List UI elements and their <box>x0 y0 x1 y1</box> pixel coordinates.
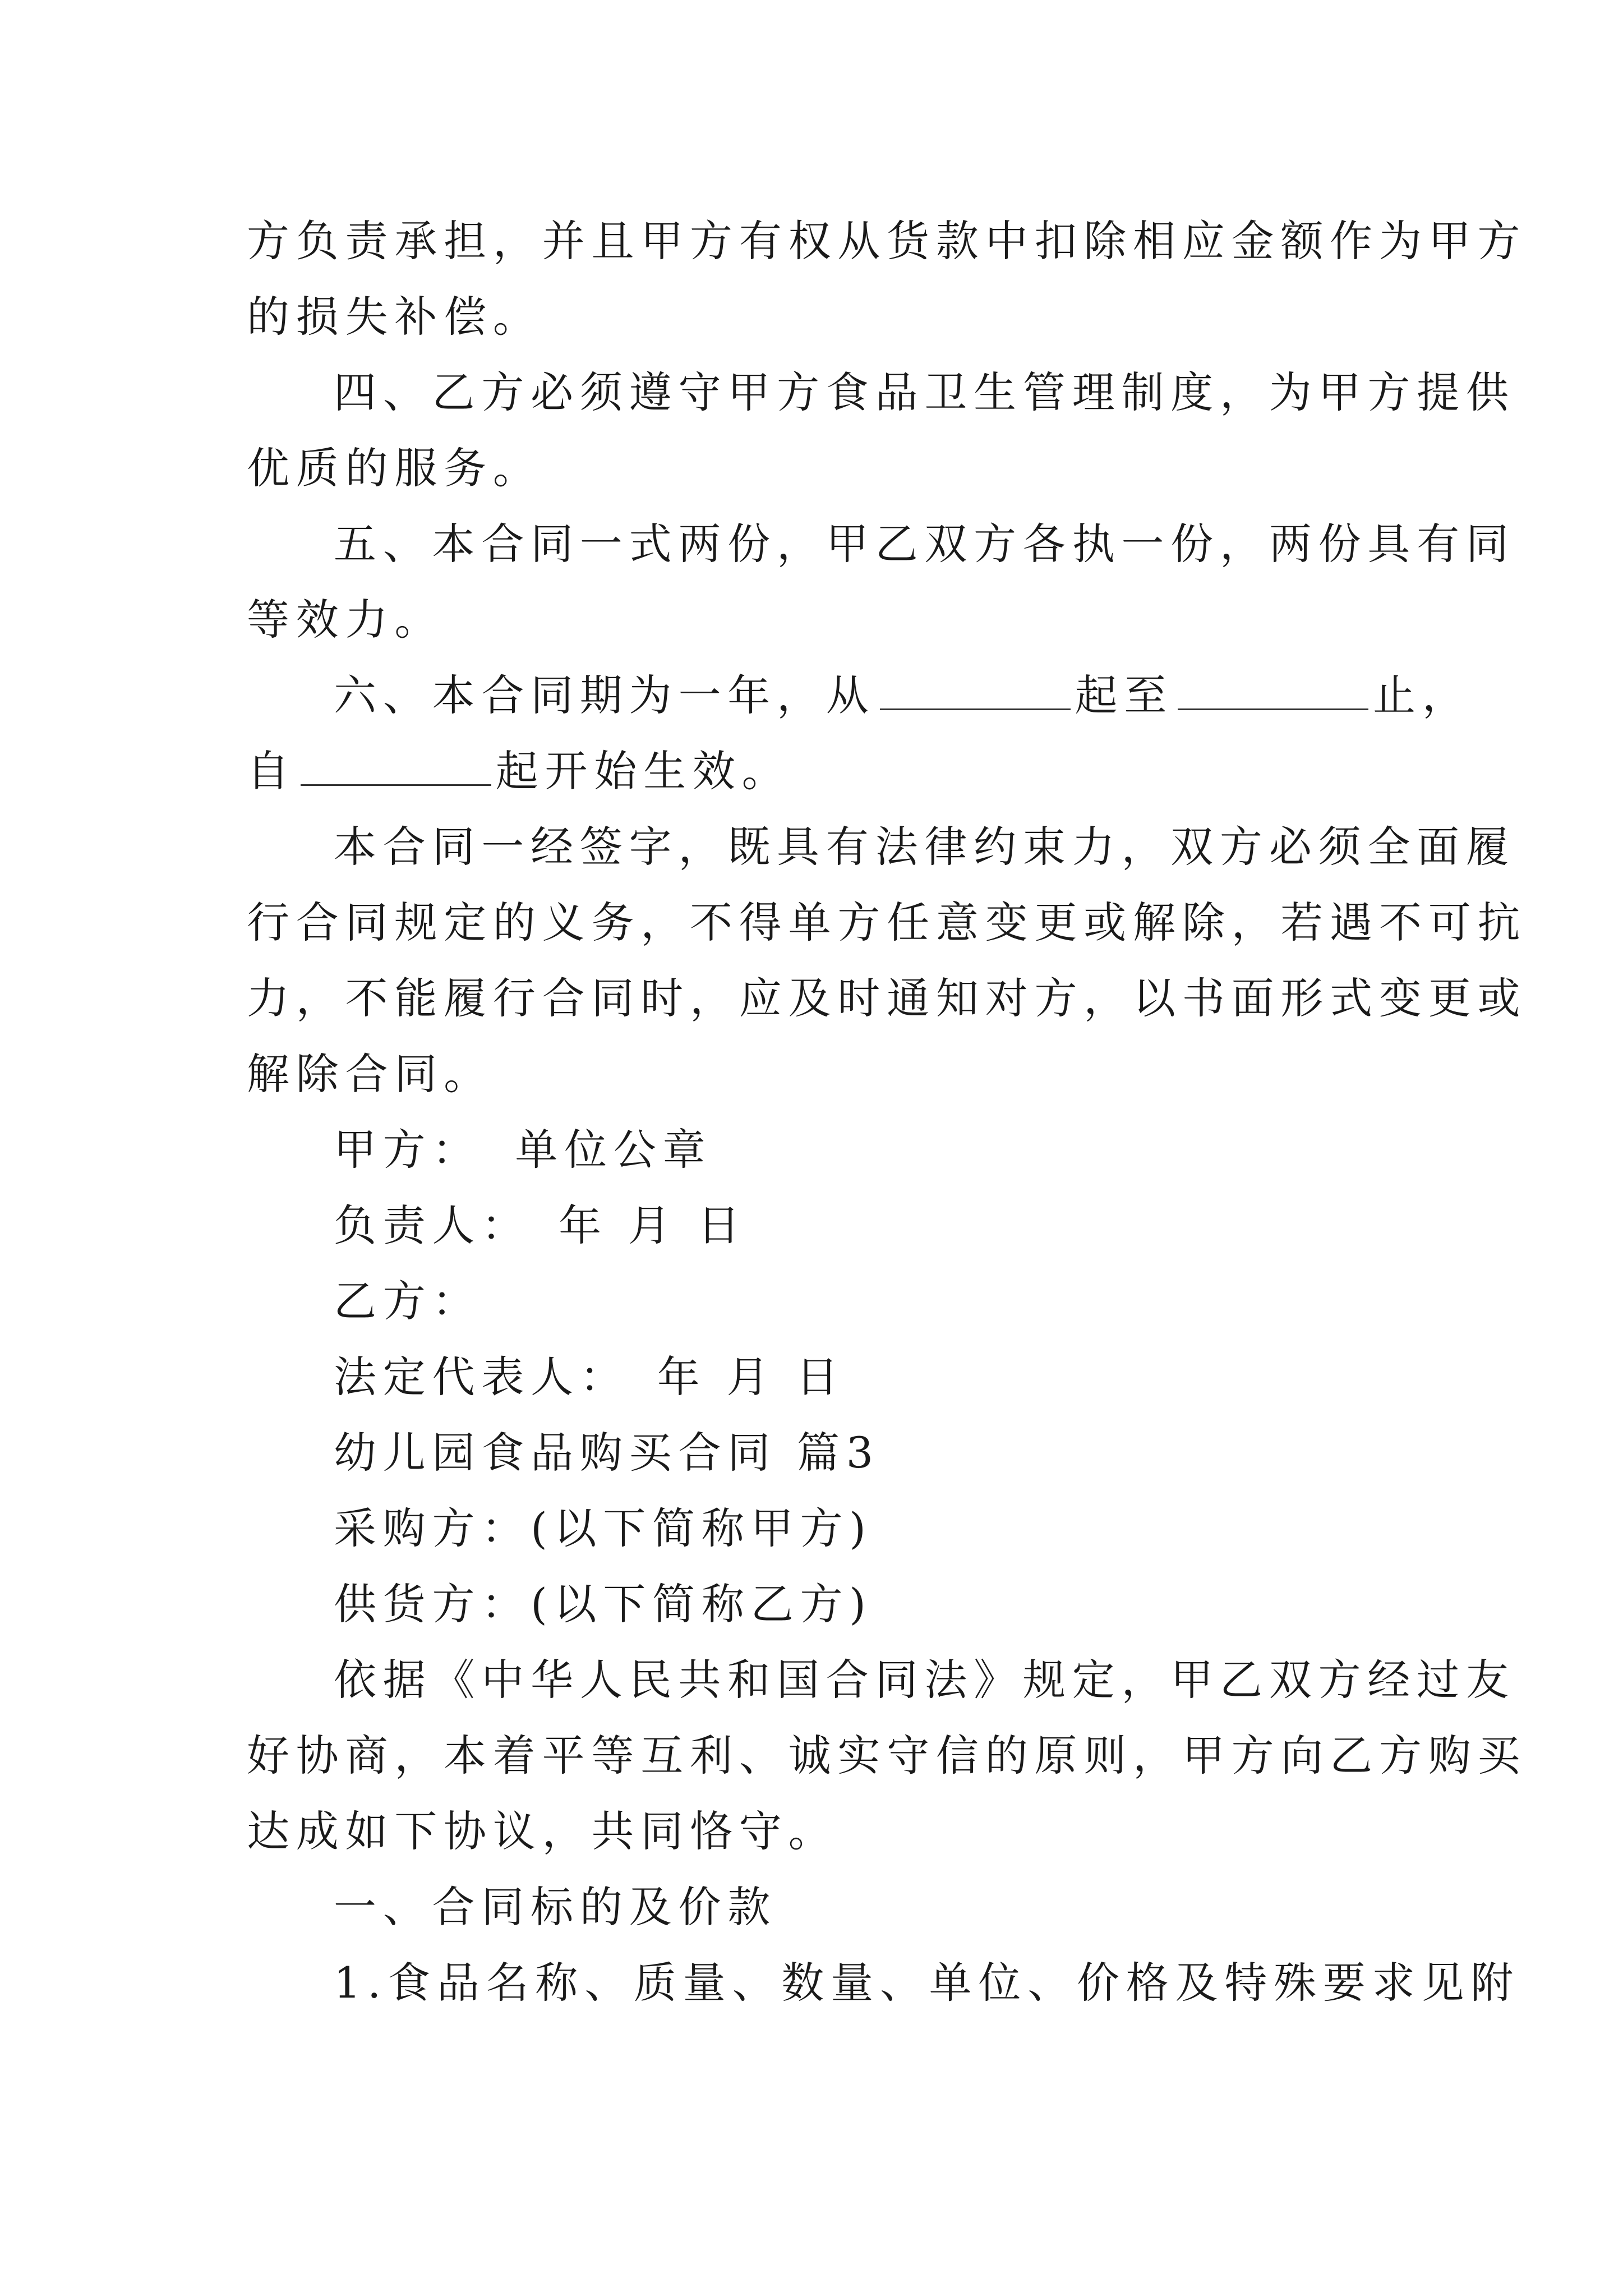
legal-rep-label: 法定代表人： <box>334 1352 629 1402</box>
item-1-line: 1.食品名称、质量、数量、单位、价格及特殊要求见附 <box>334 1958 1520 2008</box>
start-date-blank <box>880 669 1071 710</box>
term-text-3: 止， <box>1373 670 1472 720</box>
term-text-2: 起至 <box>1075 670 1174 720</box>
end-date-blank <box>1178 669 1368 710</box>
term-text-1: 六、本合同期为一年，从 <box>334 670 875 720</box>
clause-6-line <box>247 743 791 799</box>
responsible-label: 负责人： <box>334 1200 531 1250</box>
intro-line: 依据《中华人民共和国合同法》规定，甲乙双方经过友 <box>334 1655 1515 1705</box>
clause-4-line: 四、乙方必须遵守甲方食品卫生管理制度，为甲方提供 <box>334 367 1515 417</box>
party-a-label: 甲方： <box>334 1125 482 1175</box>
paragraph-line: 的损失补偿。 <box>247 292 542 342</box>
legal-rep-signature <box>334 1349 845 1405</box>
responsible-person-signature <box>334 1198 746 1254</box>
clause-4-line: 优质的服务。 <box>247 443 542 493</box>
binding-paragraph-line: 本合同一经签字，既具有法律约束力，双方必须全面履 <box>334 822 1515 872</box>
signature-date: 年 月 日 <box>657 1352 845 1402</box>
section-title: 幼儿园食品购买合同 篇3 <box>334 1428 880 1478</box>
party-a-seal: 单位公章 <box>515 1125 712 1175</box>
signature-date: 年 月 日 <box>559 1200 747 1250</box>
supplier-line: 供货方：(以下简称乙方) <box>334 1579 873 1629</box>
binding-paragraph-line: 力，不能履行合同时，应及时通知对方，以书面形式变更或 <box>247 973 1527 1023</box>
clause-5-line: 等效力。 <box>247 595 444 645</box>
contract-subject-heading: 一、合同标的及价款 <box>334 1882 777 1932</box>
effective-date-blank <box>301 745 491 786</box>
intro-line: 好协商，本着平等互利、诚实守信的原则，甲方向乙方购买 <box>247 1731 1527 1780</box>
binding-paragraph-line: 解除合同。 <box>247 1049 493 1099</box>
clause-6-line <box>334 668 1472 724</box>
party-b-signature: 乙方： <box>334 1276 482 1326</box>
party-a-signature <box>334 1122 712 1178</box>
intro-line: 达成如下协议，共同恪守。 <box>247 1806 838 1856</box>
buyer-line: 采购方：(以下简称甲方) <box>334 1503 873 1553</box>
term-text-4: 自 <box>247 746 296 796</box>
binding-paragraph-line: 行合同规定的义务，不得单方任意变更或解除，若遇不可抗 <box>247 898 1527 947</box>
clause-5-line: 五、本合同一式两份，甲乙双方各执一份，两份具有同 <box>334 519 1515 569</box>
term-text-5: 起开始生效。 <box>495 746 791 796</box>
paragraph-line: 方负责承担，并且甲方有权从货款中扣除相应金额作为甲方 <box>247 216 1527 266</box>
